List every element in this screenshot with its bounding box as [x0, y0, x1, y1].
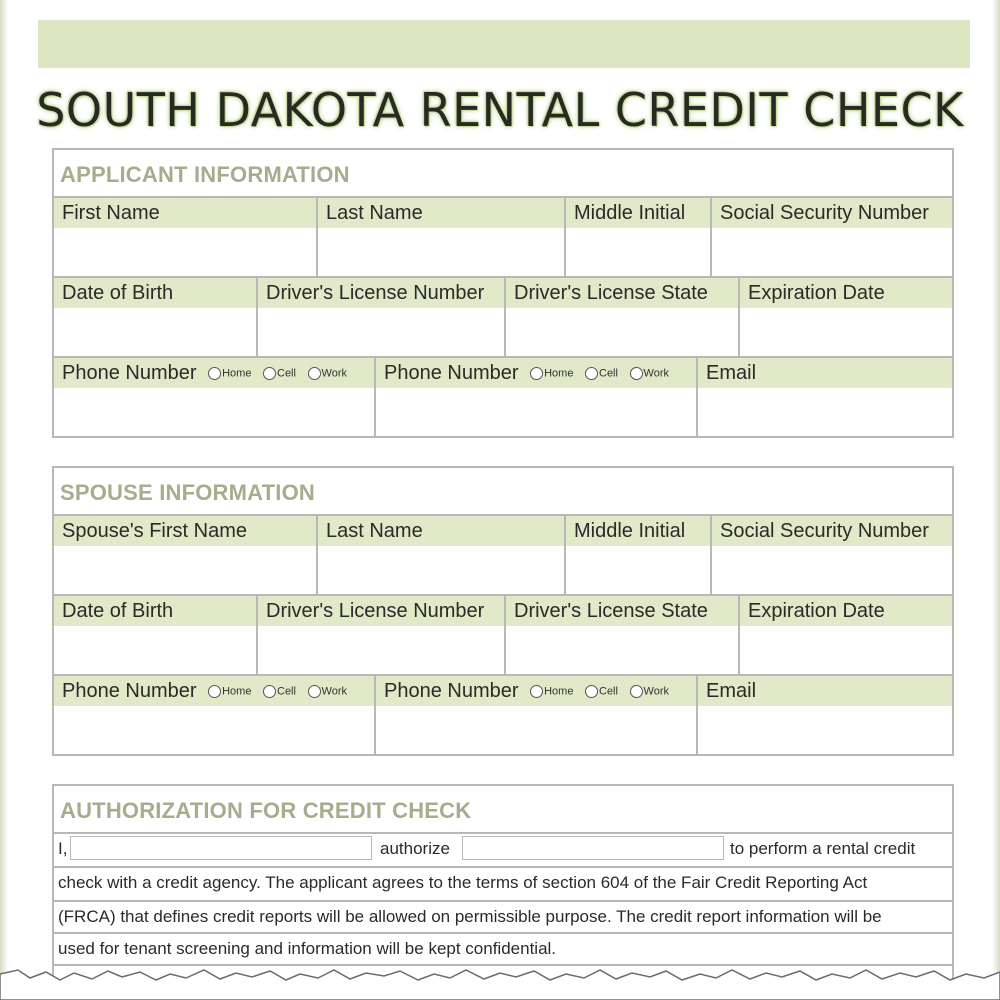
input-box[interactable] [566, 228, 710, 276]
applicant-name-input[interactable] [70, 836, 372, 860]
field-label: Social Security Number [712, 198, 952, 228]
home-radio[interactable] [208, 685, 221, 698]
radio-label: Work [321, 685, 347, 698]
phone-label: Phone Number [62, 362, 197, 384]
field-label: Middle Initial [566, 198, 710, 228]
section-heading: AUTHORIZATION FOR CREDIT CHECK [60, 798, 472, 823]
authorization-line-2: check with a credit agency. The applicant agrees to the terms of section 604 of the Fair Credit Reporting Act [58, 873, 868, 892]
input-box[interactable] [54, 308, 256, 356]
radio-label: Cell [277, 367, 296, 380]
spouse-phone-number-1-field[interactable] [54, 676, 374, 754]
agency-name-input[interactable] [462, 836, 724, 860]
email-field[interactable] [696, 358, 952, 436]
spouse-last-name-field[interactable] [316, 516, 564, 594]
section-heading: SPOUSE INFORMATION [60, 480, 315, 505]
field-label: Last Name [318, 198, 564, 228]
field-label: Driver's License Number [258, 278, 504, 308]
phone-number-2-field[interactable] [374, 358, 696, 436]
spouse-drivers-license-state-field[interactable] [504, 596, 738, 674]
work-radio[interactable] [308, 367, 321, 380]
radio-label: Cell [277, 685, 296, 698]
field-label: Date of Birth [54, 596, 256, 626]
field-label [54, 358, 374, 388]
input-box[interactable] [712, 546, 952, 594]
input-box[interactable] [698, 388, 952, 436]
section-heading: APPLICANT INFORMATION [60, 162, 350, 187]
last-name-field[interactable] [316, 198, 564, 276]
spouse-drivers-license-number-field[interactable] [256, 596, 504, 674]
authorization-line-3: (FRCA) that defines credit reports will be allowed on permissible purpose. The credit report information will be [58, 907, 882, 926]
cell-radio[interactable] [263, 367, 276, 380]
input-box[interactable] [740, 308, 952, 356]
field-label: Driver's License Number [258, 596, 504, 626]
input-box[interactable] [698, 706, 952, 754]
expiration-date-field[interactable] [738, 278, 952, 356]
field-label: Expiration Date [740, 278, 952, 308]
authorization-line-1 [54, 834, 952, 864]
home-radio[interactable] [530, 367, 543, 380]
input-box[interactable] [506, 626, 738, 674]
work-radio[interactable] [308, 685, 321, 698]
field-label: Driver's License State [506, 596, 738, 626]
header-band [38, 20, 970, 68]
radio-label: Home [544, 367, 574, 380]
home-radio[interactable] [530, 685, 543, 698]
authorization-section [52, 784, 954, 984]
radio-label: Home [544, 685, 574, 698]
phone-label: Phone Number [384, 362, 519, 384]
field-label: Spouse's First Name [54, 516, 316, 546]
field-label: Email [698, 676, 952, 706]
input-box[interactable] [258, 626, 504, 674]
field-label: Middle Initial [566, 516, 710, 546]
spouse-date-of-birth-field[interactable] [54, 596, 256, 674]
date-of-birth-field[interactable] [54, 278, 256, 356]
input-box[interactable] [54, 546, 316, 594]
input-box[interactable] [54, 228, 316, 276]
radio-label: Work [643, 367, 669, 380]
input-box[interactable] [740, 626, 952, 674]
spouse-first-name-field[interactable] [54, 516, 316, 594]
phone-label: Phone Number [62, 680, 197, 702]
input-box[interactable] [54, 388, 374, 436]
field-label: First Name [54, 198, 316, 228]
field-label [376, 676, 696, 706]
field-label: Driver's License State [506, 278, 738, 308]
field-label: Email [698, 358, 952, 388]
spouse-section [52, 466, 954, 756]
spouse-email-field[interactable] [696, 676, 952, 754]
work-radio[interactable] [630, 685, 643, 698]
field-label [376, 358, 696, 388]
phone-label: Phone Number [384, 680, 519, 702]
authorization-line-4: used for tenant screening and information will be kept confidential. [58, 939, 557, 958]
page-title: SOUTH DAKOTA RENTAL CREDIT CHECK [36, 83, 964, 137]
field-label [54, 676, 374, 706]
radio-label: Work [643, 685, 669, 698]
auth-middle: authorize [380, 839, 450, 858]
spouse-ssn-field[interactable] [710, 516, 952, 594]
field-label: Expiration Date [740, 596, 952, 626]
field-label: Social Security Number [712, 516, 952, 546]
input-box[interactable] [54, 706, 374, 754]
cell-radio[interactable] [263, 685, 276, 698]
auth-prefix: I, [58, 839, 68, 858]
input-box[interactable] [376, 706, 696, 754]
drivers-license-number-field[interactable] [256, 278, 504, 356]
page-edge-left [0, 0, 8, 1000]
middle-initial-field[interactable] [564, 198, 710, 276]
radio-label: Home [222, 685, 252, 698]
input-box[interactable] [54, 626, 256, 674]
phone-number-1-field[interactable] [54, 358, 374, 436]
first-name-field[interactable] [54, 198, 316, 276]
radio-label: Cell [599, 367, 618, 380]
spouse-expiration-date-field[interactable] [738, 596, 952, 674]
field-label: Date of Birth [54, 278, 256, 308]
ssn-field[interactable] [710, 198, 952, 276]
torn-edge [0, 964, 1000, 1000]
applicant-section [52, 148, 954, 438]
cell-radio[interactable] [585, 367, 598, 380]
work-radio[interactable] [630, 367, 643, 380]
radio-label: Work [321, 367, 347, 380]
input-box[interactable] [506, 308, 738, 356]
input-box[interactable] [258, 308, 504, 356]
input-box[interactable] [566, 546, 710, 594]
input-box[interactable] [376, 388, 696, 436]
field-label: Last Name [318, 516, 564, 546]
spouse-phone-number-2-field[interactable] [374, 676, 696, 754]
radio-label: Home [222, 367, 252, 380]
page-edge-right [992, 0, 1000, 1000]
radio-label: Cell [599, 685, 618, 698]
spouse-middle-initial-field[interactable] [564, 516, 710, 594]
input-box[interactable] [712, 228, 952, 276]
drivers-license-state-field[interactable] [504, 278, 738, 356]
cell-radio[interactable] [585, 685, 598, 698]
input-box[interactable] [318, 228, 564, 276]
home-radio[interactable] [208, 367, 221, 380]
auth-suffix: to perform a rental credit [730, 839, 916, 858]
input-box[interactable] [318, 546, 564, 594]
